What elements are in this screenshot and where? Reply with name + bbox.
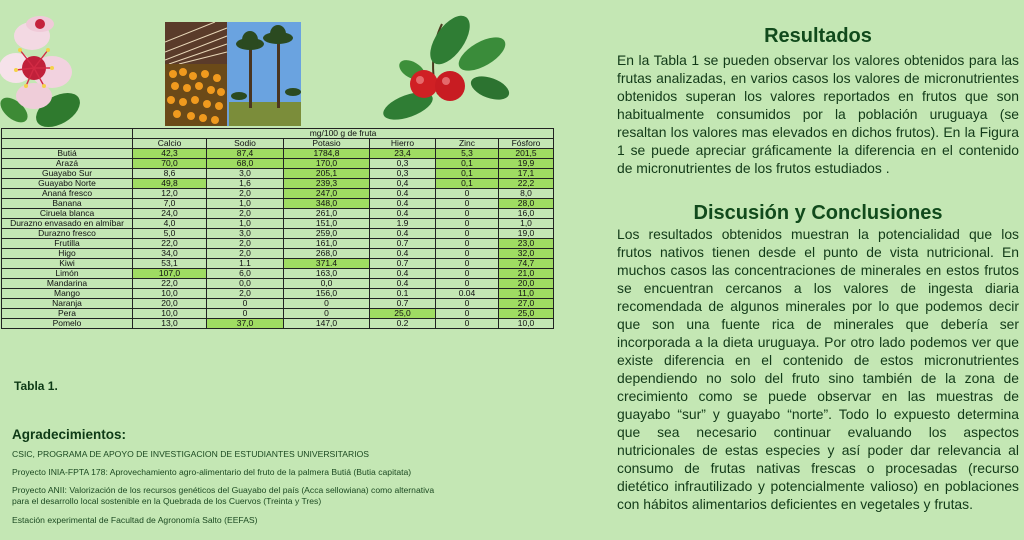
value-cell: 8,6 (133, 169, 207, 179)
value-cell: 0.4 (370, 189, 436, 199)
value-cell: 0.4 (370, 269, 436, 279)
value-cell: 0,4 (370, 179, 436, 189)
value-cell: 0 (436, 309, 499, 319)
column-header: Zinc (436, 139, 499, 149)
value-cell: 22,2 (499, 179, 554, 189)
value-cell: 23,4 (370, 149, 436, 159)
table-row (2, 199, 554, 209)
value-cell: 0.2 (370, 319, 436, 329)
table-row (2, 279, 554, 289)
column-header: Potasio (284, 139, 370, 149)
value-cell: 205,1 (284, 169, 370, 179)
column-header: Sodio (207, 139, 284, 149)
table-row (2, 309, 554, 319)
value-cell: 0 (436, 229, 499, 239)
acknowledgement-item: Proyecto ANII: Valorización de los recursos genéticos del Guayabo del país (Acca sellowiana) como alternativa para el desarrollo local sostenible en la Quebrada de los Cuervos (Treinta y Tres) (12, 485, 435, 506)
table-row (2, 189, 554, 199)
butia-palm-collage-photo (165, 22, 301, 126)
table-row (2, 269, 554, 279)
fruit-name-cell: Pera (2, 309, 133, 319)
value-cell: 0 (436, 259, 499, 269)
value-cell: 371.4 (284, 259, 370, 269)
unit-header: mg/100 g de fruta (133, 129, 554, 139)
value-cell: 19,0 (499, 229, 554, 239)
fruit-name-cell: Limón (2, 269, 133, 279)
value-cell: 0 (436, 209, 499, 219)
fruit-name-cell: Ciruela blanca (2, 209, 133, 219)
discussion-title: Discusión y Conclusiones (693, 202, 943, 224)
value-cell: 1,0 (207, 199, 284, 209)
micronutrient-table (1, 128, 554, 329)
value-cell: 12,0 (133, 189, 207, 199)
value-cell: 0 (436, 199, 499, 209)
value-cell: 2,0 (207, 289, 284, 299)
value-cell: 0,1 (436, 169, 499, 179)
value-cell: 261,0 (284, 209, 370, 219)
value-cell: 0 (207, 309, 284, 319)
value-cell: 1,6 (207, 179, 284, 189)
value-cell: 1784,8 (284, 149, 370, 159)
fruit-name-cell: Mango (2, 289, 133, 299)
value-cell: 20,0 (133, 299, 207, 309)
value-cell: 0 (436, 239, 499, 249)
value-cell: 0,0 (207, 279, 284, 289)
value-cell: 0,1 (436, 159, 499, 169)
value-cell: 201,5 (499, 149, 554, 159)
value-cell: 24,0 (133, 209, 207, 219)
table-row (2, 259, 554, 269)
table-row (2, 179, 554, 189)
value-cell: 0.4 (370, 279, 436, 289)
value-cell: 10,0 (133, 309, 207, 319)
value-cell: 4,0 (133, 219, 207, 229)
value-cell: 1.1 (207, 259, 284, 269)
value-cell: 22,0 (133, 279, 207, 289)
value-cell: 27,0 (499, 299, 554, 309)
fruit-name-cell: Banana (2, 199, 133, 209)
value-cell: 8,0 (499, 189, 554, 199)
value-cell: 0 (436, 269, 499, 279)
value-cell: 5,3 (436, 149, 499, 159)
value-cell: 147,0 (284, 319, 370, 329)
table-row (2, 149, 554, 159)
value-cell: 21,0 (499, 269, 554, 279)
value-cell: 2,0 (207, 209, 284, 219)
value-cell: 0,3 (370, 169, 436, 179)
value-cell: 156,0 (284, 289, 370, 299)
value-cell: 0.4 (370, 229, 436, 239)
table-row (2, 159, 554, 169)
table-row (2, 229, 554, 239)
fruit-name-cell: Guayabo Sur (2, 169, 133, 179)
value-cell: 0 (436, 319, 499, 329)
value-cell: 2,0 (207, 189, 284, 199)
value-cell: 16,0 (499, 209, 554, 219)
value-cell: 25,0 (370, 309, 436, 319)
fruit-name-cell: Durazno envasado en almíbar (2, 219, 133, 229)
value-cell: 0.1 (370, 289, 436, 299)
acknowledgement-item: CSIC, PROGRAMA DE APOYO DE INVESTIGACION DE ESTUDIANTES UNIVERSITARIOS (12, 449, 370, 459)
value-cell: 0 (436, 299, 499, 309)
value-cell: 268,0 (284, 249, 370, 259)
fruit-name-cell: Durazno fresco (2, 229, 133, 239)
table-row (2, 219, 554, 229)
fruit-name-cell: Ananá fresco (2, 189, 133, 199)
column-header: Fósforo (499, 139, 554, 149)
value-cell: 11,0 (499, 289, 554, 299)
araza-fruit-branch-photo (372, 14, 514, 126)
fruit-name-cell: Mandarina (2, 279, 133, 289)
column-header: Calcio (133, 139, 207, 149)
value-cell: 87,4 (207, 149, 284, 159)
fruit-name-cell: Frutilla (2, 239, 133, 249)
table-row (2, 239, 554, 249)
value-cell: 34,0 (133, 249, 207, 259)
value-cell: 0 (436, 219, 499, 229)
value-cell: 0 (436, 189, 499, 199)
value-cell: 0 (284, 309, 370, 319)
value-cell: 0.7 (370, 299, 436, 309)
column-header: Hierro (370, 139, 436, 149)
fruit-name-cell: Higo (2, 249, 133, 259)
value-cell: 259,0 (284, 229, 370, 239)
fruit-name-cell: Butiá (2, 149, 133, 159)
value-cell: 107,0 (133, 269, 207, 279)
value-cell: 13,0 (133, 319, 207, 329)
value-cell: 239,3 (284, 179, 370, 189)
acknowledgement-item: Proyecto INIA-FPTA 178: Aprovechamiento agro-alimentario del fruto de la palmera Butiá (Butia capitata) (12, 467, 412, 477)
value-cell: 32,0 (499, 249, 554, 259)
value-cell: 247,0 (284, 189, 370, 199)
value-cell: 0.4 (370, 199, 436, 209)
value-cell: 10,0 (133, 289, 207, 299)
table-row (2, 209, 554, 219)
value-cell: 70,0 (133, 159, 207, 169)
value-cell: 74,7 (499, 259, 554, 269)
value-cell: 0,3 (370, 159, 436, 169)
value-cell: 0.7 (370, 259, 436, 269)
table-row (2, 289, 554, 299)
fruit-name-cell: Naranja (2, 299, 133, 309)
fruit-name-cell: Guayabo Norte (2, 179, 133, 189)
acknowledgements-title: Agradecimientos: (12, 427, 127, 442)
table-caption: Tabla 1. (14, 379, 58, 393)
value-cell: 68,0 (207, 159, 284, 169)
value-cell: 0.4 (370, 209, 436, 219)
value-cell: 1,0 (207, 219, 284, 229)
table-row (2, 299, 554, 309)
value-cell: 0.04 (436, 289, 499, 299)
discussion-text: Los resultados obtenidos muestran la potencialidad que los frutos nativos tienen desde el punto de vista nutricional. En muchos casos las concentraciones de minerales en estos frutos se encuentran cercanos a los valores de ingesta diaria recomendada de algunos minerales por lo que podemos decir que son una fuente rica de minerales que debería ser incorporada a la dieta uruguaya. Por otro lado podemos ver que existe diferencia en el contenido de estos micronutrientes dependiendo no solo del fruto sino también de la zona de crecimiento como se puede observar en las muestras de guayabo “sur” y guayabo “norte”. Todo lo expuesto determina que sea necesario continuar evaluando los aspectos nutricionales de estas especies y así poder dar relevancia al consumo de frutas nativas frescas o procesadas (recurso dietético infrautilizado y potencialmente valioso) en poblaciones con hábitos alimentarios deficientes en vegetales y frutas. (617, 226, 1019, 512)
value-cell: 6,0 (207, 269, 284, 279)
value-cell: 37,0 (207, 319, 284, 329)
value-cell: 7,0 (133, 199, 207, 209)
value-cell: 1.9 (370, 219, 436, 229)
value-cell: 151,0 (284, 219, 370, 229)
results-text: En la Tabla 1 se pueden observar los valores obtenidos para las frutas analizadas, en varios casos los valores de micronutrientes obtenidos superan los valores reportados en frutos que son habitualmente consumidos por la población uruguaya (se resaltan los valores mas elevados en dichos frutos). En la Figura 1 se puede apreciar gráficamente la diferencia en el contenido de micronutrientes de los frutos estudiados . (617, 52, 1019, 176)
table-corner-cell (2, 129, 133, 139)
value-cell: 17,1 (499, 169, 554, 179)
value-cell: 20,0 (499, 279, 554, 289)
value-cell: 170,0 (284, 159, 370, 169)
value-cell: 0,0 (284, 279, 370, 289)
value-cell: 0 (436, 279, 499, 289)
fruit-name-cell: Kiwi (2, 259, 133, 269)
value-cell: 10,0 (499, 319, 554, 329)
value-cell: 42,3 (133, 149, 207, 159)
table-row (2, 319, 554, 329)
value-cell: 2,0 (207, 239, 284, 249)
results-title: Resultados (764, 25, 872, 47)
value-cell: 0 (436, 249, 499, 259)
fruit-column-header (2, 139, 133, 149)
table-row (2, 169, 554, 179)
guayabo-flower-photo (0, 10, 82, 128)
value-cell: 3,0 (207, 169, 284, 179)
value-cell: 0.7 (370, 239, 436, 249)
value-cell: 28,0 (499, 199, 554, 209)
value-cell: 161,0 (284, 239, 370, 249)
value-cell: 53,1 (133, 259, 207, 269)
value-cell: 5,0 (133, 229, 207, 239)
acknowledgement-item: Estación experimental de Facultad de Agronomía Salto (EEFAS) (12, 515, 258, 525)
value-cell: 1,0 (499, 219, 554, 229)
value-cell: 0,1 (436, 179, 499, 189)
value-cell: 23,0 (499, 239, 554, 249)
value-cell: 0.4 (370, 249, 436, 259)
value-cell: 348,0 (284, 199, 370, 209)
value-cell: 22,0 (133, 239, 207, 249)
fruit-name-cell: Arazá (2, 159, 133, 169)
value-cell: 49,8 (133, 179, 207, 189)
value-cell: 25,0 (499, 309, 554, 319)
value-cell: 0 (284, 299, 370, 309)
table-row (2, 249, 554, 259)
value-cell: 163,0 (284, 269, 370, 279)
value-cell: 3,0 (207, 229, 284, 239)
value-cell: 2,0 (207, 249, 284, 259)
value-cell: 0 (207, 299, 284, 309)
fruit-name-cell: Pomelo (2, 319, 133, 329)
value-cell: 19,9 (499, 159, 554, 169)
